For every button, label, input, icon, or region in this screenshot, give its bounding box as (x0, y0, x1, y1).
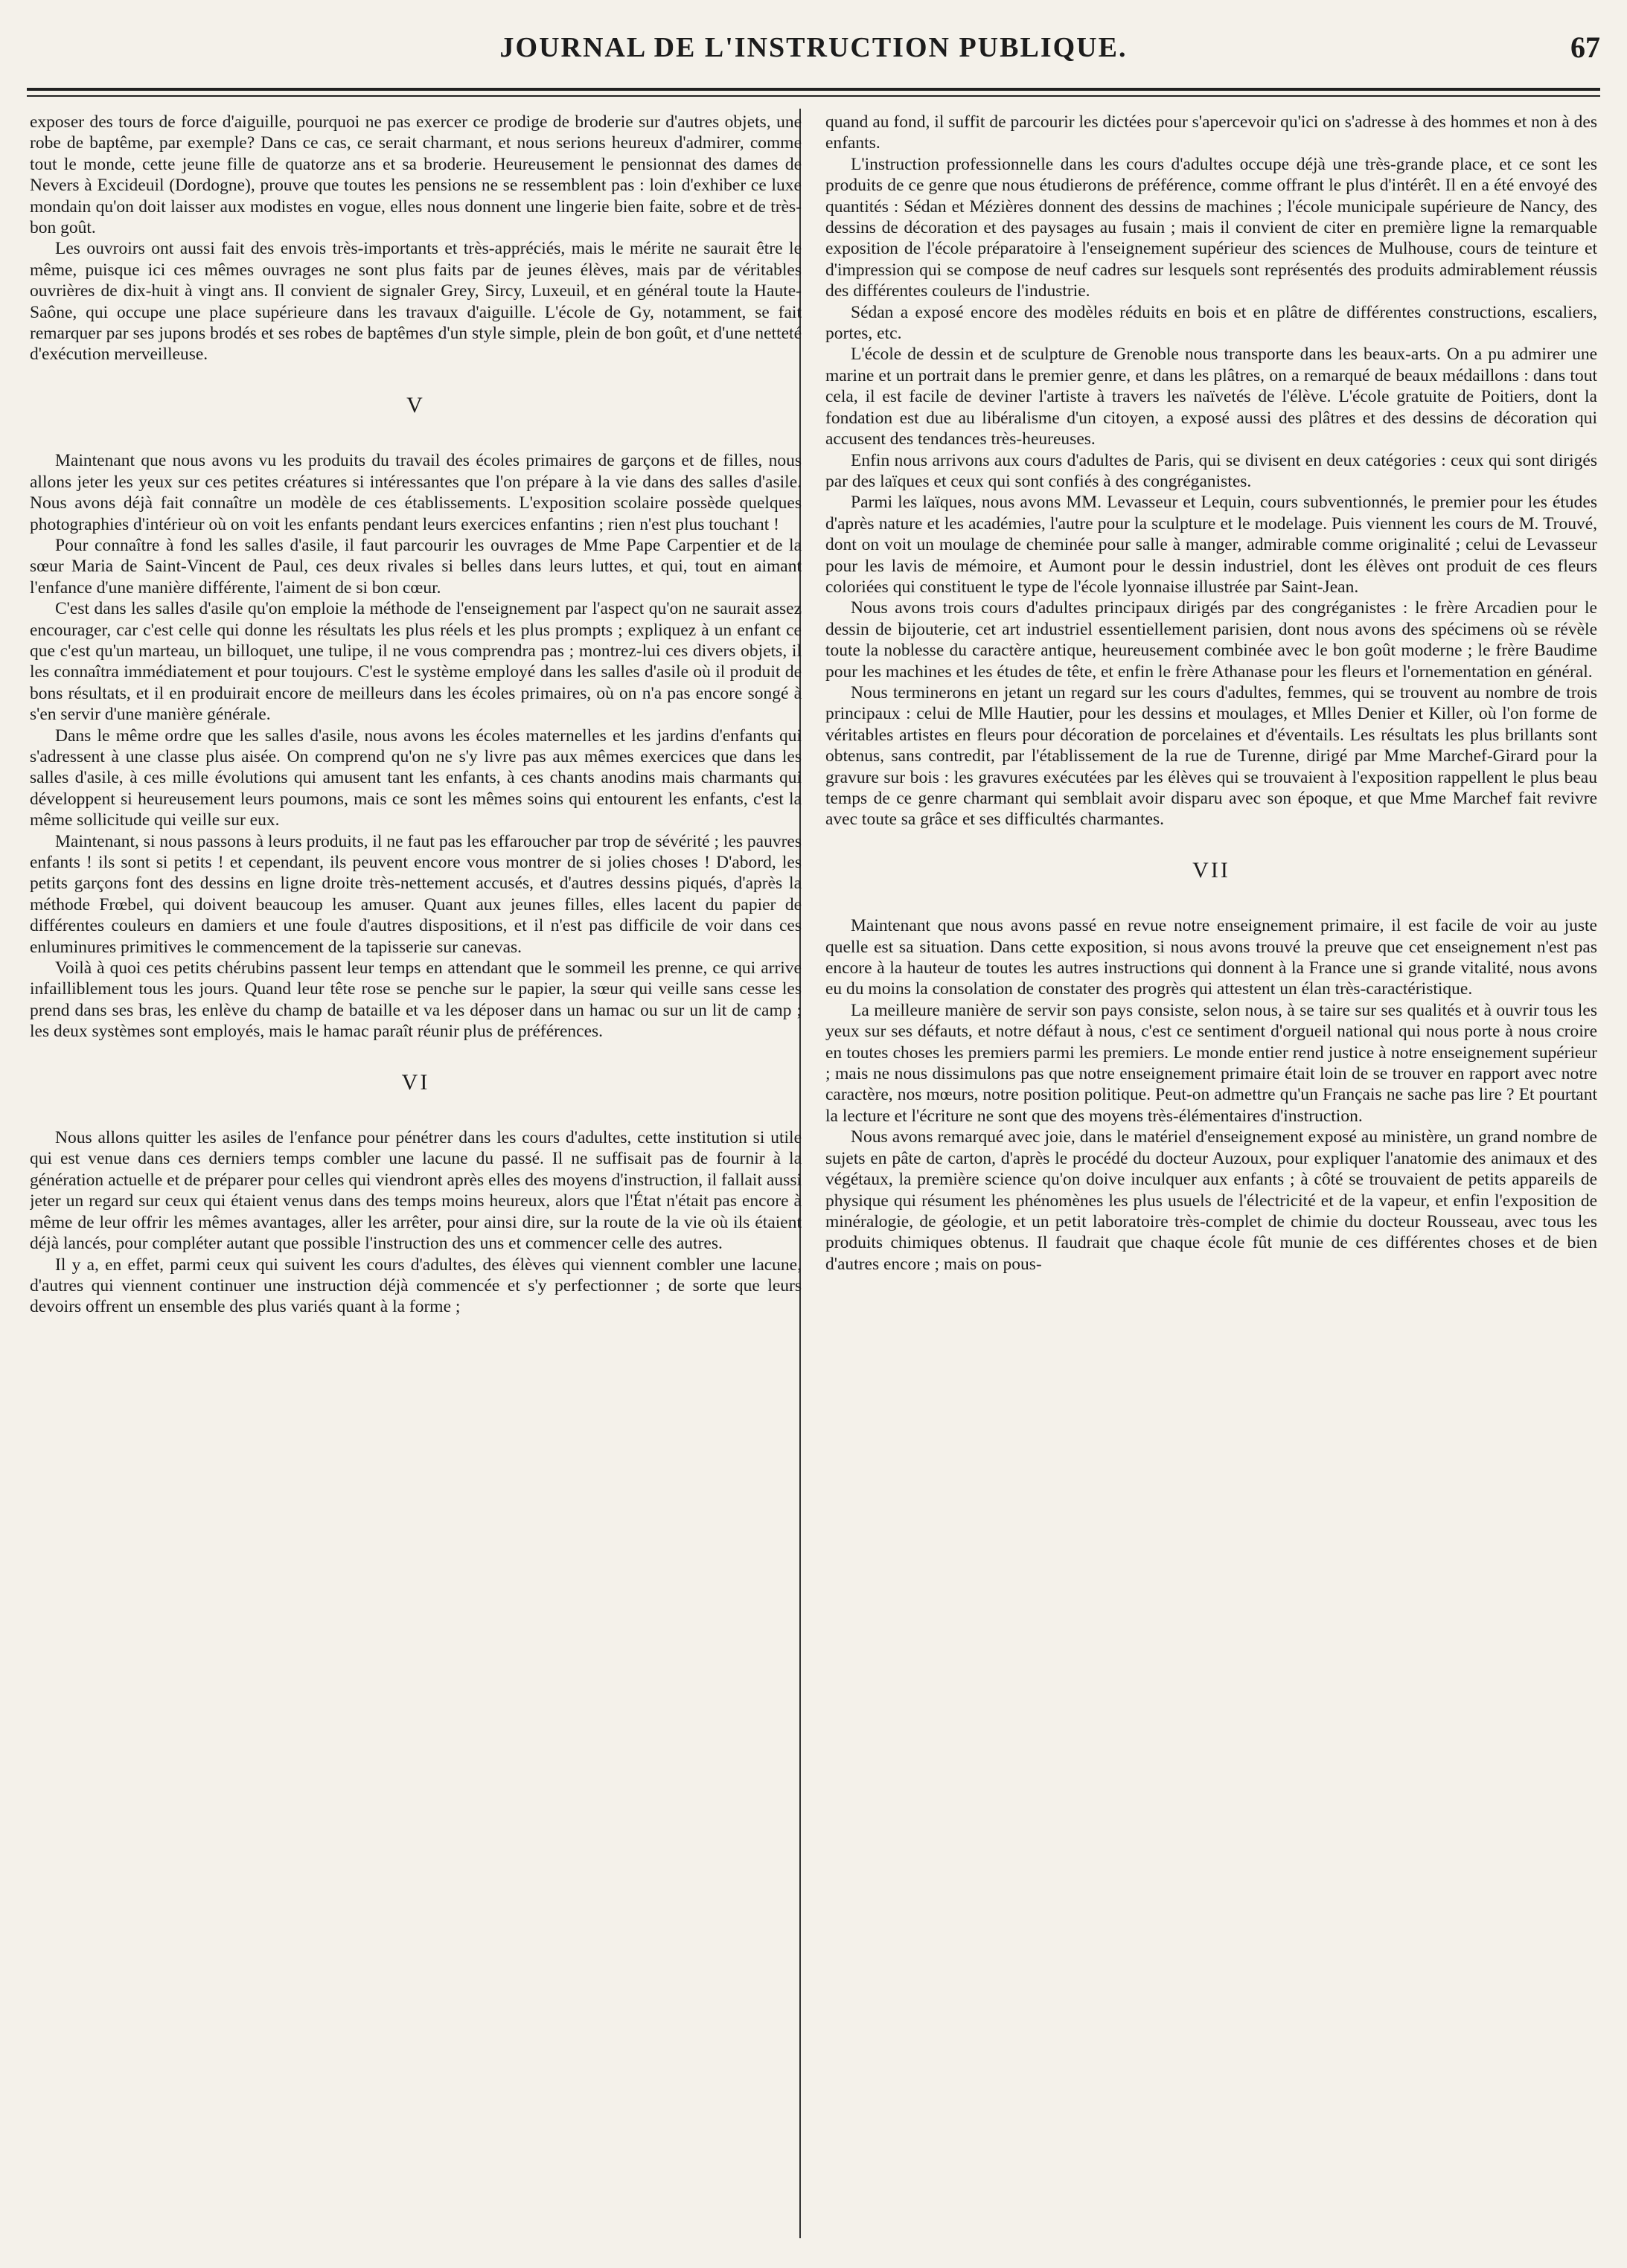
paragraph: Sédan a exposé encore des modèles réduits en bois et en plâtre de différentes constructions, escaliers, portes, etc. (825, 302, 1597, 344)
paragraph: Les ouvroirs ont aussi fait des envois très-importants et très-appréciés, mais le mérite ne saurait être le même, puisque ici ces mêmes ouvrages ne sont plus faits par de jeunes élèves, mais par de véritables ouvrières de dix-huit à vingt ans. Il convient de signaler Grey, Sircy, Luxeuil, et en général toute la Haute-Saône, qui occupe une place supérieure dans les travaux d'aiguille. L'école de Gy, notamment, se fait remarquer par ses jupons brodés et ses robes de baptêmes d'un style simple, plein de bon goût, et d'une netteté d'exécution merveilleuse. (30, 239, 802, 365)
paragraph: La meilleure manière de servir son pays consiste, selon nous, à se taire sur ses qualités et à ouvrir tous les yeux sur ses défauts, et notre défaut à nous, c'est ce sentiment d'orgueil national qui nous porte à nous croire en toutes choses les premiers parmi les premiers. Le monde entier rend justice à notre enseignement supérieur ; mais ne nous dissimulons pas que notre enseignement primaire était loin de se trouver en rapport avec notre caractère, nos mœurs, notre position politique. Peut-on admettre qu'un Français ne sache pas lire ? Et pourtant la lecture et l'écriture ne sont que des moyens très-élémentaires d'instruction. (825, 1000, 1597, 1126)
paragraph: Enfin nous arrivons aux cours d'adultes de Paris, qui se divisent en deux catégories : ceux qui sont dirigés par des laïques et ceux qui sont confiés à des congréganistes. (825, 450, 1597, 491)
page-number: 67 (1570, 31, 1600, 64)
article-columns (30, 112, 1597, 2238)
left-column (30, 112, 802, 2238)
section-heading-vii: VII (1192, 857, 1230, 882)
paragraph: Parmi les laïques, nous avons MM. Levasseur et Lequin, cours subventionnés, le premier pour les études d'après nature et les académies, l'autre pour la sculpture et le modelage. Puis viennent les cours de M. Trouvé, dont on voit un moulage de cheminée pour salle à manger, admirable comme originalité ; celui de Levasseur pour les lavis de mémoire, et Aumont pour le dessin industriel, dont les élèves ont produit de ces fleurs coloriées qui constituent le type de l'école lyonnaise illustrée par Saint-Jean. (825, 493, 1597, 597)
paragraph: Nous avons trois cours d'adultes principaux dirigés par des congréganistes : le frère Arcadien pour le dessin de bijouterie, cet art industriel essentiellement parisien, dont nous avons des spécimens où se révèle toute la noblesse du caractère antique, heureusement combinée avec le bon goût moderne ; le frère Baudime pour les machines et les études de tête, et enfin le frère Athanase pour les fleurs et l'ornementation en général. (825, 598, 1597, 682)
paragraph: L'école de dessin et de sculpture de Grenoble nous transporte dans les beaux-arts. On a pu admirer une marine et un portrait dans le premier genre, et dans les plâtres, on a remarqué de beaux médaillons : dans tout cela, il est facile de deviner l'artiste à travers les naïvetés de l'élève. L'école gratuite de Poitiers, dont la fondation est due au libéralisme d'un citoyen, a exposé aussi des plâtres et des dessins de décoration qui accusent des tendances très-heureuses. (825, 345, 1597, 449)
header-rule-thin (27, 95, 1600, 97)
paragraph: Nous allons quitter les asiles de l'enfance pour pénétrer dans les cours d'adultes, cette institution si utile qui est venue dans ces derniers temps combler une lacune du passé. Il ne suffisait pas de fournir à la génération actuelle et de préparer pour celles qui viendront après elles des moyens d'instruction, il fallait aussi jeter un regard sur ceux qui étaient venus dans des temps moins heureux, alors que l'État n'était pas encore à même de leur offrir les mêmes avantages, aller les arrêter, pour ainsi dire, sur la route de la vie où ils étaient déjà lancés, pour compléter autant que possible l'instruction des uns et commencer celle des autres. (30, 1128, 802, 1254)
paragraph: Nous avons remarqué avec joie, dans le matériel d'enseignement exposé au ministère, un grand nombre de sujets en pâte de carton, d'après le procédé du docteur Auzoux, pour expliquer l'anatomie des animaux et des végétaux, la première science qu'on doive inculquer aux enfants ; à côté se trouvaient de petits appareils de physique qui résument les phénomènes les plus usuels de l'électricité et de la vapeur, et enfin l'exposition de minéralogie, de géologie, et un petit laboratoire très-complet de chimie du docteur Rousseau, avec tous les produits chimiques obtenus. Il faudrait que chaque école fût munie de ces différentes choses et de bien d'autres encore ; mais on pous- (825, 1127, 1597, 1274)
right-column (825, 112, 1597, 2238)
section-heading-vi: VI (401, 1069, 430, 1095)
paragraph: Maintenant que nous avons passé en revue notre enseignement primaire, il est facile de voir au juste quelle est sa situation. Dans cette exposition, si nous avons trouvé la preuve que cet enseignement n'est pas encore à la hauteur de toutes les autres instructions qui donnent à la France une si grande vitalité, nous avons eu du moins la consolation de constater des progrès qui attestent un élan très-caractéristique. (825, 916, 1597, 999)
journal-title: JOURNAL DE L'INSTRUCTION PUBLIQUE. (499, 32, 1128, 63)
paragraph: C'est dans les salles d'asile qu'on emploie la méthode de l'enseignement par l'aspect qu'on ne saurait assez encourager, car c'est celle qui donne les résultats les plus réels et les plus prompts ; expliquez à un enfant ce que c'est qu'un marteau, un billoquet, une tulipe, il ne vous comprendra pas ; montrez-lui ces divers objets, il les connaîtra immédiatement et pour toujours. C'est le système employé dans les salles d'asile où il produit de bons résultats, et il en produirait encore de meilleurs dans les écoles primaires, où on n'a pas encore songé à s'en servir d'une manière générale. (30, 599, 802, 725)
paragraph: Voilà à quoi ces petits chérubins passent leur temps en attendant que le sommeil les prenne, ce qui arrive infailliblement tous les jours. Quand leur tête rose se penche sur le papier, la sœur qui veille sans cesse les prend dans ses bras, les enlève du champ de bataille et va les déposer dans un hamac ou sur un lit de camp ; les deux systèmes sont employés, mais le hamac paraît réunir plus de préférences. (30, 958, 802, 1042)
header-rule-thick (27, 88, 1600, 91)
paragraph: Maintenant que nous avons vu les produits du travail des écoles primaires de garçons et de filles, nous allons jeter les yeux sur ces petites créatures si intéressantes que l'on prépare à la vie dans des salles d'asile. Nous avons déjà fait connaître un modèle de ces établissements. L'exposition scolaire possède quelques photographies d'intérieur où on voit les enfants pendant leurs exercices enfantins ; rien n'est plus touchant ! (30, 451, 802, 534)
paragraph: Maintenant, si nous passons à leurs produits, il ne faut pas les effaroucher par trop de sévérité ; les pauvres enfants ! ils sont si petits ! et cependant, ils peuvent encore vous montrer de si jolies choses ! D'abord, les petits garçons font des dessins en ligne droite très-nettement accusés, et d'autres dessins piqués, d'après la méthode Frœbel, qui doivent beaucoup les amuser. Quant aux jeunes filles, elles lacent du papier de différentes couleurs en damiers et une foule d'autres dispositions, et il n'est pas difficile de voir dans ces enluminures primitives le commencement de la tapisserie sur canevas. (30, 831, 802, 957)
paragraph: Pour connaître à fond les salles d'asile, il faut parcourir les ouvrages de Mme Pape Carpentier et de la sœur Maria de Saint-Vincent de Paul, ces deux rivales si belles dans leurs luttes, et qui, tout en aimant l'enfance d'une manière différente, l'aiment de si bon cœur. (30, 535, 802, 598)
paragraph: Nous terminerons en jetant un regard sur les cours d'adultes, femmes, qui se trouvent au nombre de trois principaux : celui de Mlle Hautier, pour les dessins et moulages, et Mlles Denier et Killer, où l'on forme de véritables artistes en fleurs pour décoration de porcelaines et d'éventails. Les résultats les plus brillants sont obtenus, sans contredit, par l'établissement de la rue de Turenne, dirigé par Mme Marchef-Girard pour la gravure sur bois : les gravures exécutées par les élèves qui se trouvaient à l'exposition rappellent le plus beau temps de ce genre charmant qui semblait avoir disparu avec son époque, et que Mme Marchef fait revivre avec toute sa grâce et ses difficultés charmantes. (825, 682, 1597, 830)
page-header (27, 27, 1600, 79)
paragraph: Dans le même ordre que les salles d'asile, nous avons les écoles maternelles et les jardins d'enfants qui s'adressent à une classe plus aisée. On comprend qu'on ne s'y livre pas aux mêmes exercices que dans les salles d'asile, à ces mille évolutions qui amusent tant les enfants, à ces chants anodins mais charmants qui développent si heureusement leurs poumons, mais ce sont les mêmes soins qui entourent les enfants, c'est la même sollicitude qui veille sur eux. (30, 725, 802, 830)
section-heading-v: V (406, 392, 425, 417)
paragraph: Il y a, en effet, parmi ceux qui suivent les cours d'adultes, des élèves qui viennent combler une lacune, d'autres qui viennent continuer une instruction déjà commencée et s'y perfectionner ; de sorte que leurs devoirs offrent un ensemble des plus variés quant à la forme ; (30, 1255, 802, 1317)
paragraph: exposer des tours de force d'aiguille, pourquoi ne pas exercer ce prodige de broderie sur d'autres objets, une robe de baptême, par exemple? Dans ce cas, ce serait charmant, et nous serions heureux d'admirer, comme tout le monde, cette jeune fille de quatorze ans et sa broderie. Heureusement le pensionnat des dames de Nevers à Excideuil (Dordogne), prouve que toutes les pensions ne se ressemblent pas : loin d'exhiber ce luxe mondain qu'on doit laisser aux modistes en vogue, elles nous donnent une lingerie bien faite, sobre et de très-bon goût. (30, 112, 802, 238)
paragraph: quand au fond, il suffit de parcourir les dictées pour s'apercevoir qu'ici on s'adresse à des hommes et non à des enfants. (825, 112, 1597, 153)
paragraph: L'instruction professionnelle dans les cours d'adultes occupe déjà une très-grande place, et ce sont les produits de ce genre que nous étudierons de préférence, comme offrant le plus d'intérêt. Il en a été envoyé des quantités : Sédan et Mézières donnent des dessins de machines ; l'école municipale supérieure de Nancy, des dessins de décoration et des paysages au fusain ; mais il convient de citer en première ligne la remarquable exposition de l'école préparatoire à l'enseignement supérieur des sciences de Mulhouse, cours de teinture et d'impression qui se compose de neuf cadres sur lesquels sont représentés des produits admirablement réussis des différentes couleurs de l'industrie. (825, 154, 1597, 301)
